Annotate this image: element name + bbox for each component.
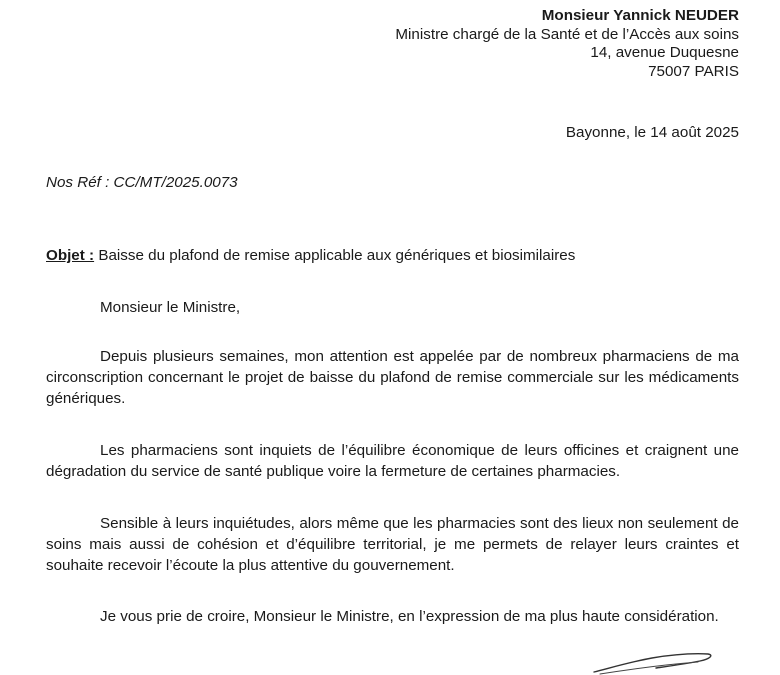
body-paragraph-1: Depuis plusieurs semaines, mon attention est appelée par de nombreux pharmaciens de ma circonscription concernant le projet de baisse du plafond de remise commerciale sur les médicaments génériques. [46,348,739,407]
subject-label: Objet : [46,247,95,264]
recipient-title: Ministre chargé de la Santé et de l’Accès aux soins [395,25,739,43]
handwritten-signature [590,648,720,675]
body-paragraph-4: Je vous prie de croire, Monsieur le Ministre, en l’expression de ma plus haute considération. [100,608,719,625]
date-line: Bayonne, le 14 août 2025 [565,124,739,141]
recipient-address-block [395,7,739,81]
body-paragraph-2: Les pharmaciens sont inquiets de l’équilibre économique de leurs officines et craignent une dégradation du service de santé publique voire la fermeture de certaines pharmacies. [46,442,739,480]
subject-text: Baisse du plafond de remise applicable aux génériques et biosimilaires [98,247,576,264]
body-paragraph-3: Sensible à leurs inquiétudes, alors même que les pharmacies sont des lieux non seulement de soins mais aussi de cohésion et d’équilibre territorial, je me permets de relayer leurs craintes et souhaite recevoir l’écoute la plus attentive du gouvernement. [46,515,739,574]
salutation: Monsieur le Ministre, [100,299,241,316]
recipient-name: Monsieur Yannick NEUDER [541,7,739,24]
recipient-city: 75007 PARIS [648,62,739,80]
recipient-street: 14, avenue Duquesne [590,44,739,61]
subject-line [46,247,575,266]
reference-line: Nos Réf : CC/MT/2025.0073 [46,174,238,191]
